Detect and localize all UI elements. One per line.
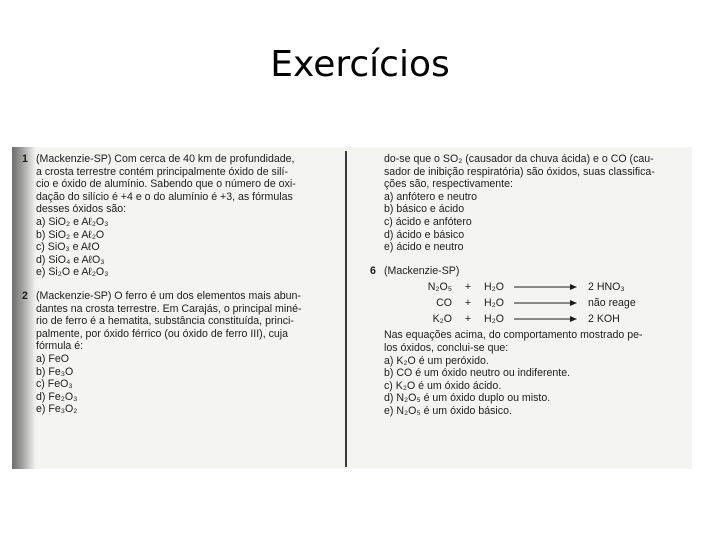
answer-option: a) FeO [36, 352, 69, 365]
slide-title: Exercícios [270, 44, 450, 85]
answer-option: b) SiO₂ e Aℓ₂O [36, 228, 105, 241]
question-text-line: a crosta terrestre contém principalmente óxido de silí- [36, 165, 289, 178]
answer-option: c) SiO₃ e AℓO [36, 241, 100, 254]
question-text-line: ções são, respectivamente: [384, 178, 513, 191]
answer-option: e) ácido e neutro [384, 241, 464, 254]
question-text-line: dantes na crosta terrestre. Em Carajás, o principal miné- [36, 302, 302, 315]
answer-option: a) K₂O é um peróxido. [384, 354, 489, 367]
answer-option: e) Fe₃O₂ [36, 403, 78, 416]
reaction-arrow-icon [512, 283, 582, 291]
answer-option: e) Si₂O e Aℓ₂O₃ [36, 266, 109, 279]
answer-option: e) N₂O₅ é um óxido básico. [384, 404, 512, 417]
answer-option: d) N₂O₅ é um óxido duplo ou misto. [384, 392, 551, 405]
reaction-arrow-icon [512, 299, 582, 307]
equation-reactant: K₂O [432, 313, 452, 326]
column-divider [345, 151, 347, 467]
question-text-line: palmente, por óxido férrico (ou óxido de ferro III), cuja [36, 327, 289, 340]
scan-shadow [12, 147, 36, 469]
question-text-line: (Mackenzie-SP) Com cerca de 40 km de profundidade, [36, 153, 295, 165]
answer-option: d) SiO₄ e AℓO₃ [36, 253, 105, 266]
equation-water: H₂O [484, 313, 505, 326]
question-text-line: do-se que o SO₂ (causador da chuva ácida) e o CO (cau- [384, 153, 654, 165]
question-text-line: desses óxidos são: [36, 203, 127, 216]
equation-water: H₂O [484, 297, 505, 310]
question-source: (Mackenzie-SP) [384, 264, 460, 277]
question-number: 2 [22, 289, 28, 302]
equation-row [384, 311, 690, 327]
equation-product: não reage [588, 297, 636, 310]
plus-sign: + [464, 313, 472, 326]
question-text-line: rio de ferro é a hematita, substância constituída, princi- [36, 315, 294, 328]
equation-reactant: CO [436, 297, 452, 310]
equation-row [384, 279, 690, 295]
equation-product: 2 KOH [588, 313, 620, 326]
plus-sign: + [464, 281, 472, 294]
question-text-line: fórmula é: [36, 340, 84, 353]
right-column [370, 153, 690, 423]
equation-row [384, 295, 690, 311]
answer-option: d) ácido e básico [384, 228, 465, 241]
answer-option: b) CO é um óxido neutro ou indiferente. [384, 367, 571, 380]
question-number: 1 [22, 153, 28, 165]
scanned-textbook-page [12, 147, 692, 469]
question-text-line: los óxidos, conclui-se que: [384, 341, 509, 354]
answer-option: c) K₂O é um óxido ácido. [384, 379, 502, 392]
answer-option: d) Fe₂O₃ [36, 390, 78, 403]
plus-sign: + [464, 297, 472, 310]
question-number: 6 [370, 264, 376, 277]
question-text-line: dação do silício é +4 e o do alumínio é +3, as fórmulas [36, 190, 293, 203]
equation-product: 2 HNO₃ [588, 281, 625, 294]
answer-option: b) básico e ácido [384, 203, 465, 216]
left-column [22, 153, 342, 421]
answer-option: c) ácido e anfótero [384, 215, 472, 228]
equation-reactant: N₂O₅ [427, 281, 452, 294]
question-5-continuation [384, 153, 690, 254]
reaction-arrow-icon [512, 315, 582, 323]
question-6 [370, 264, 690, 418]
answer-option: a) anfótero e neutro [384, 190, 478, 203]
question-text-line: cio e óxido de alumínio. Sabendo que o número de oxi- [36, 178, 296, 191]
answer-option: a) SiO₂ e Aℓ₂O₃ [36, 215, 109, 228]
question-text-line: sador de inibição respiratória) são óxidos, suas classifica- [384, 165, 655, 178]
answer-option: c) FeO₃ [36, 378, 73, 391]
question-text-line: (Mackenzie-SP) O ferro é um dos elementos mais abun- [36, 289, 301, 302]
answer-option: b) Fe₃O [36, 365, 74, 378]
question-text-line: Nas equações acima, do comportamento mostrado pe- [384, 329, 643, 342]
question-1 [22, 153, 342, 279]
equations-block [384, 279, 690, 327]
question-2 [22, 289, 342, 416]
equation-water: H₂O [484, 281, 505, 294]
